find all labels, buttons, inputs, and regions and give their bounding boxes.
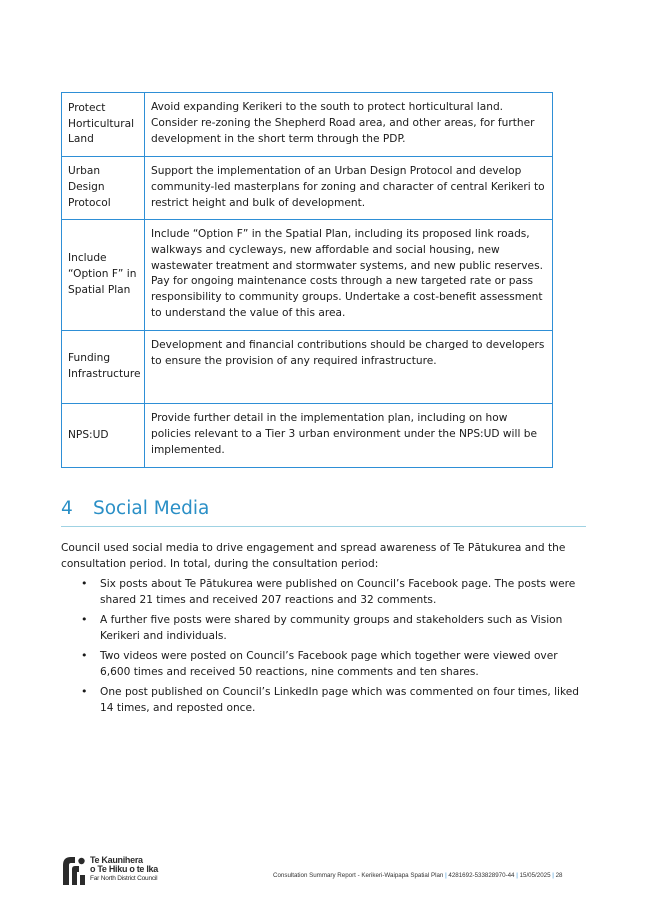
recommendations-table <box>61 92 553 468</box>
bullet-icon: • <box>81 685 88 698</box>
logo-wordmark <box>90 856 158 883</box>
bullet-icon: • <box>81 649 88 662</box>
section-heading <box>61 496 586 527</box>
list-item-text: A further five posts were shared by community groups and stakeholders such as Vision Kerikeri and individuals. <box>100 614 563 642</box>
table-row <box>62 404 553 468</box>
footer-doc-ref: 4281692-533828970-44 <box>448 872 515 879</box>
row-label: Urban Design Protocol <box>62 157 145 220</box>
list-item-text: One post published on Council’s LinkedIn page which was commented on four times, liked 14 times, and reposted once. <box>100 686 579 714</box>
list-item-text: Six posts about Te Pātukurea were published on Council’s Facebook page. The posts were shared 21 times and received 207 reactions and 32 comments. <box>100 578 576 606</box>
section-intro: Council used social media to drive engagement and spread awareness of Te Pātukurea and the consultation period. In total, during the consultation period: <box>61 542 566 570</box>
footer-date: 15/05/2025 <box>519 872 551 879</box>
table-row <box>62 157 553 220</box>
footer-page-number: 28 <box>555 872 563 879</box>
row-label: Protect Horticultural Land <box>62 93 145 157</box>
row-text: Support the implementation of an Urban Design Protocol and develop community-led masterplans for zoning and character of central Kerikeri to restrict height and bulk of development. <box>145 157 553 220</box>
page-footer <box>273 872 585 879</box>
table-row <box>62 331 553 404</box>
logo-line-2: o Te Hiku o te Ika <box>90 864 158 874</box>
row-text: Development and financial contributions should be charged to developers to ensure the provision of any required infrastructure. <box>145 331 553 404</box>
footer-separator: | <box>445 872 447 879</box>
section-number: 4 <box>61 498 73 519</box>
list-item <box>61 684 586 716</box>
logo-line-1: Te Kaunihera <box>90 855 143 865</box>
row-text: Avoid expanding Kerikeri to the south to protect horticultural land. Consider re-zoning the Shepherd Road area, and other areas, for further development in the short term through the PDP. <box>145 93 553 157</box>
row-text: Include “Option F” in the Spatial Plan, including its proposed link roads, walkways and cycleways, new affordable and social housing, new wastewater treatment and stormwater systems, and new public reserves. Pay for ongoing maintenance costs through a new targeted rate or pass responsibility to community groups. Undertake a cost-benefit assessment to understand the value of this area. <box>145 220 553 331</box>
logo-line-3: Far North District Council <box>90 875 158 882</box>
list-item <box>61 612 586 644</box>
table-row <box>62 93 553 157</box>
list-item-text: Two videos were posted on Council’s Facebook page which together were viewed over 6,600 times and received 50 reactions, nine comments and ten shares. <box>100 650 558 678</box>
footer-separator: | <box>552 872 554 879</box>
row-text: Provide further detail in the implementation plan, including on how policies relevant to a Tier 3 urban environment under the NPS:UD will be implemented. <box>145 404 553 468</box>
council-emblem-icon <box>61 855 87 887</box>
list-item <box>61 576 586 608</box>
bullet-icon: • <box>81 613 88 626</box>
row-label: Funding Infrastructure <box>62 331 145 404</box>
council-logo <box>61 855 161 889</box>
section-title: Social Media <box>93 498 210 519</box>
row-label: NPS:UD <box>62 404 145 468</box>
table-row <box>62 220 553 331</box>
row-label: Include “Option F” in Spatial Plan <box>62 220 145 331</box>
bullet-list <box>61 576 586 720</box>
bullet-icon: • <box>81 577 88 590</box>
list-item <box>61 648 586 680</box>
footer-doc-title: Consultation Summary Report - Kerikeri-Waipapa Spatial Plan <box>273 872 444 879</box>
footer-separator: | <box>516 872 518 879</box>
